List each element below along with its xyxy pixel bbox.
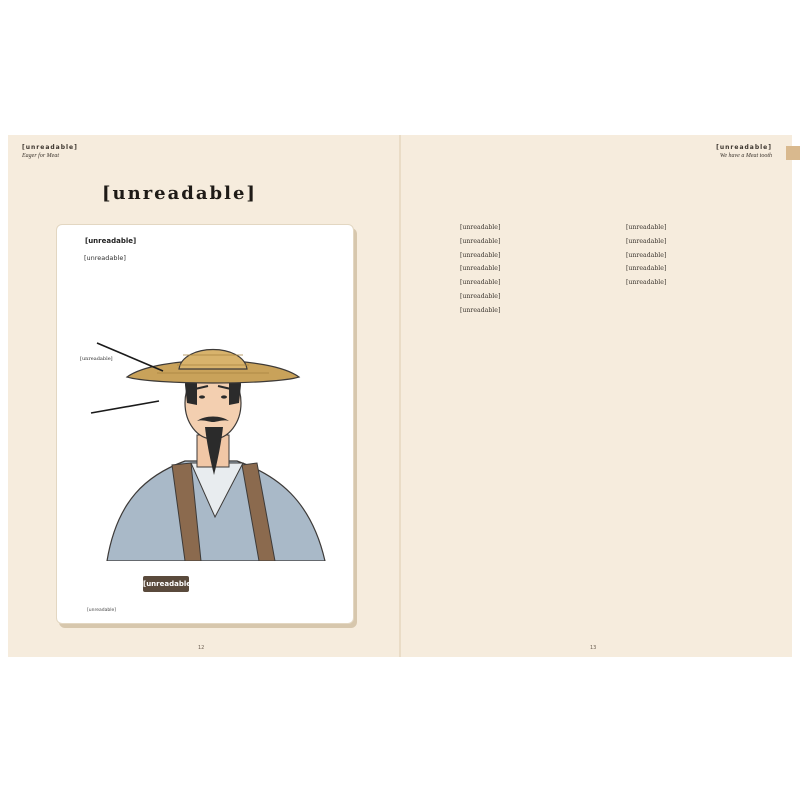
- paragraph: [unreadable]: [460, 279, 501, 287]
- paragraph: [unreadable]: [460, 237, 501, 245]
- paragraph: [unreadable]: [460, 306, 501, 314]
- right-page: [400, 135, 792, 657]
- paragraph: [unreadable]: [460, 251, 501, 259]
- left-page: [8, 135, 400, 657]
- paragraph: [unreadable]: [460, 224, 501, 231]
- paragraph: [unreadable]: [626, 265, 667, 273]
- left-header-chinese: [unreadable]: [22, 144, 78, 151]
- page-tab-marker: [786, 146, 800, 160]
- article-title: [unreadable]: [102, 183, 257, 204]
- paragraph: [unreadable]: [460, 265, 501, 273]
- page-number-right: 13: [590, 645, 597, 651]
- page-number-left: 12: [198, 645, 205, 651]
- caption-text: [unreadable]: [87, 608, 116, 613]
- handwritten-note: [unreadable]: [80, 356, 113, 362]
- su-dongpo-illustration: [67, 285, 343, 561]
- illustration-card: [56, 224, 354, 624]
- paragraph: [unreadable]: [626, 224, 667, 231]
- paragraph: [unreadable]: [626, 279, 667, 287]
- paragraph: [unreadable]: [460, 292, 501, 300]
- text-column-2: [614, 222, 778, 291]
- intro-text: [unreadable]: [84, 254, 126, 262]
- name-badge: [unreadable]: [143, 576, 189, 592]
- text-column-1: [448, 222, 612, 319]
- paragraph: [unreadable]: [626, 251, 667, 259]
- byline: [unreadable]: [85, 237, 137, 245]
- book-spread: [8, 135, 792, 657]
- paragraph: [unreadable]: [626, 237, 667, 245]
- right-header-english: We have a Meat tooth: [719, 153, 772, 159]
- right-header-chinese: [unreadable]: [716, 144, 772, 151]
- left-header-english: Eager for Meat: [22, 153, 59, 159]
